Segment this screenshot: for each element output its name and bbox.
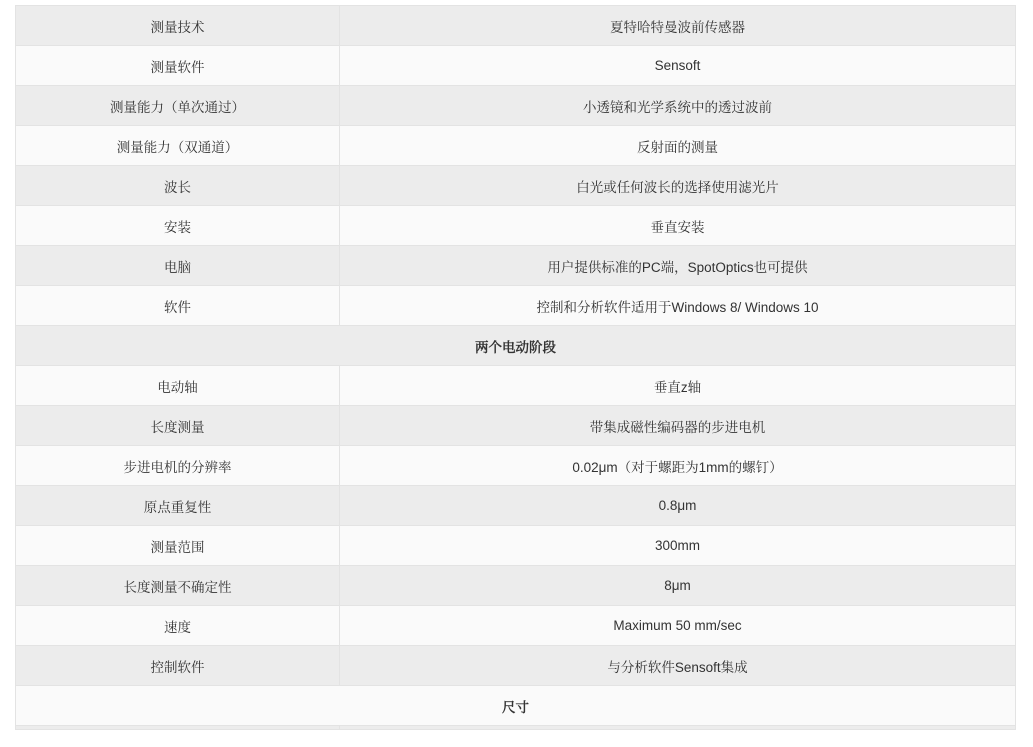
spec-label: 电脑 xyxy=(16,246,340,286)
spec-label: 速度 xyxy=(16,606,340,646)
spec-label: 测量软件 xyxy=(16,46,340,86)
spec-label: 测量技术 xyxy=(16,6,340,46)
table-row xyxy=(16,126,1016,166)
table-row-cutoff xyxy=(16,726,1016,730)
spec-table-container xyxy=(15,5,1015,730)
spec-value: 0.8μm xyxy=(340,486,1016,526)
spec-value xyxy=(340,726,1016,730)
spec-value: 带集成磁性编码器的步进电机 xyxy=(340,406,1016,446)
spec-label: 软件 xyxy=(16,286,340,326)
spec-label: 步进电机的分辨率 xyxy=(16,446,340,486)
spec-label: 测量范围 xyxy=(16,526,340,566)
spec-label: 波长 xyxy=(16,166,340,206)
spec-value: 300mm xyxy=(340,526,1016,566)
section-header: 尺寸 xyxy=(16,686,1016,726)
table-row xyxy=(16,486,1016,526)
spec-value: 0.02μm（对于螺距为1mm的螺钉） xyxy=(340,446,1016,486)
section-header-row xyxy=(16,686,1016,726)
spec-value: 反射面的测量 xyxy=(340,126,1016,166)
table-row xyxy=(16,166,1016,206)
table-row xyxy=(16,6,1016,46)
table-row xyxy=(16,246,1016,286)
spec-value: 用户提供标准的PC端，SpotOptics也可提供 xyxy=(340,246,1016,286)
table-row xyxy=(16,526,1016,566)
spec-value: 小透镜和光学系统中的透过波前 xyxy=(340,86,1016,126)
table-row xyxy=(16,46,1016,86)
spec-value: 夏特哈特曼波前传感器 xyxy=(340,6,1016,46)
spec-value: Maximum 50 mm/sec xyxy=(340,606,1016,646)
spec-label: 电动轴 xyxy=(16,366,340,406)
spec-value: 与分析软件Sensoft集成 xyxy=(340,646,1016,686)
table-row xyxy=(16,566,1016,606)
spec-label: 控制软件 xyxy=(16,646,340,686)
table-row xyxy=(16,366,1016,406)
table-row xyxy=(16,646,1016,686)
table-row xyxy=(16,606,1016,646)
spec-label: 长度测量不确定性 xyxy=(16,566,340,606)
table-row xyxy=(16,86,1016,126)
spec-value: 控制和分析软件适用于Windows 8/ Windows 10 xyxy=(340,286,1016,326)
spec-value: Sensoft xyxy=(340,46,1016,86)
spec-label: 安装 xyxy=(16,206,340,246)
spec-table xyxy=(15,5,1016,730)
table-row xyxy=(16,286,1016,326)
spec-label: 测量能力（双通道） xyxy=(16,126,340,166)
spec-value: 8μm xyxy=(340,566,1016,606)
spec-label: 长度测量 xyxy=(16,406,340,446)
section-header-row xyxy=(16,326,1016,366)
spec-label: 测量能力（单次通过） xyxy=(16,86,340,126)
spec-label xyxy=(16,726,340,730)
spec-value: 垂直z轴 xyxy=(340,366,1016,406)
table-row xyxy=(16,406,1016,446)
table-row xyxy=(16,206,1016,246)
spec-value: 垂直安装 xyxy=(340,206,1016,246)
table-row xyxy=(16,446,1016,486)
spec-value: 白光或任何波长的选择使用滤光片 xyxy=(340,166,1016,206)
section-header: 两个电动阶段 xyxy=(16,326,1016,366)
spec-label: 原点重复性 xyxy=(16,486,340,526)
spec-table-body xyxy=(16,6,1016,730)
